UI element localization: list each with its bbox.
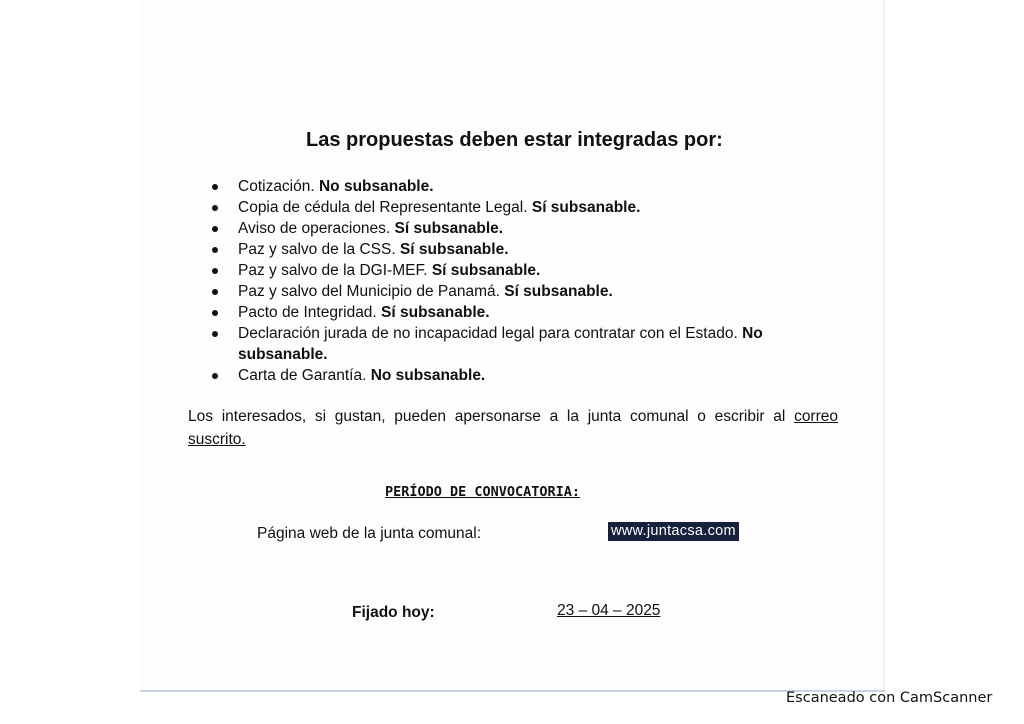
list-item [212,365,852,386]
list-item [212,323,852,365]
requirement-status: Sí subsanable. [399,241,509,258]
requirement-status: No subsanable. [370,367,486,384]
email-link[interactable]: correo suscrito. [188,408,838,448]
requirement-status: Sí subsanable. [504,283,613,300]
bullet-icon [212,184,218,190]
posted-date-label: Fijado hoy: [352,604,435,621]
bullet-icon [212,268,218,274]
bullet-icon [212,289,218,295]
scanner-watermark: Escaneado con CamScanner [786,690,993,706]
list-item [212,302,852,323]
requirement-text: Cotización. [238,178,319,195]
bullet-icon [212,205,218,211]
bullet-icon [212,310,218,316]
bullet-icon [212,373,218,379]
requirement-text: Paz y salvo del Municipio de Panamá. [238,283,505,300]
requirement-status: Sí subsanable. [531,199,641,216]
list-item [212,197,852,218]
requirement-text: Carta de Garantía. [238,367,371,384]
period-title: PERÍODO DE CONVOCATORIA: [385,484,581,500]
contact-note [188,405,838,451]
document-heading: Las propuestas deben estar integradas por: [306,129,723,151]
requirement-text: Declaración jurada de no incapacidad legal para contratar con el Estado. [238,325,743,342]
list-item [212,218,852,239]
posted-date-value: 23 – 04 – 2025 [557,602,661,619]
web-label: Página web de la junta comunal: [257,525,482,542]
list-item [212,176,852,197]
requirement-status: No subsanable. [238,325,763,363]
requirement-status: No subsanable. [318,178,434,195]
list-item [212,239,852,260]
requirement-status: Sí subsanable. [394,220,504,237]
requirement-text: Paz y salvo de la CSS. [238,241,400,258]
page-edge-right [883,0,885,690]
list-item [212,260,852,281]
requirement-text: Pacto de Integridad. [238,304,382,321]
requirements-list [212,176,852,386]
contact-note-text: Los interesados, si gustan, pueden apersonarse a la junta comunal o escribir al [188,408,795,425]
requirement-text: Aviso de operaciones. [238,220,395,237]
requirement-status: Sí subsanable. [431,262,541,279]
bullet-icon [212,331,218,337]
page-edge-bottom [140,690,885,692]
requirement-text: Copia de cédula del Representante Legal. [238,199,532,216]
bullet-icon [212,247,218,253]
list-item [212,281,852,302]
requirement-status: Sí subsanable. [381,304,490,321]
bullet-icon [212,226,218,232]
website-link[interactable]: www.juntacsa.com [608,522,739,541]
requirement-text: Paz y salvo de la DGI-MEF. [238,262,432,279]
